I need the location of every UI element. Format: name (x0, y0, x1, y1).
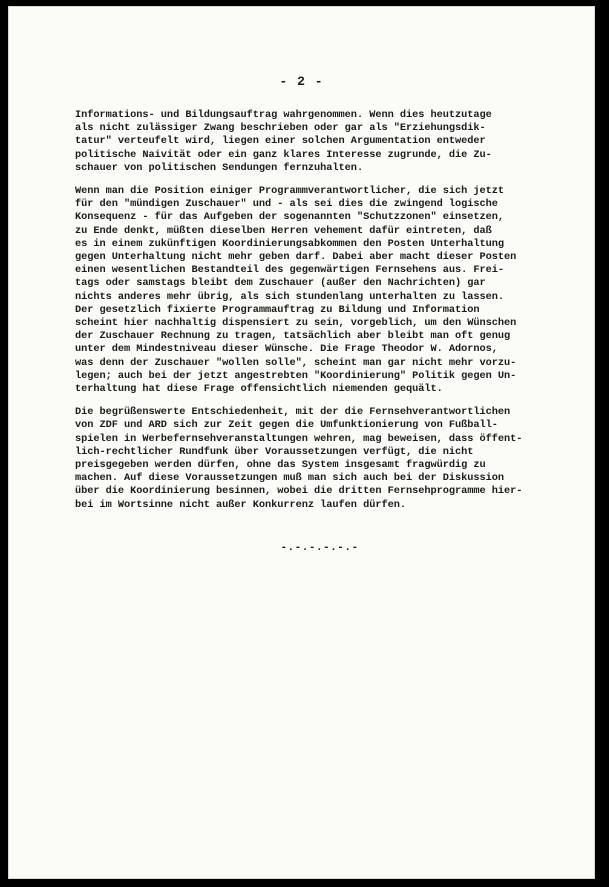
text-line: einen wesentlichen Bestandteil des gegenwärtigen Fernsehens aus. Frei- (75, 264, 505, 277)
document-page (8, 6, 595, 879)
text-line: zu Ende denkt, müßten dieselben Herren vehement dafür eintreten, daß (75, 224, 492, 237)
text-line: gegen Unterhaltung nicht mehr geben darf. Dabei aber macht dieser Posten (75, 251, 517, 264)
body-text (75, 109, 575, 522)
text-line: tatur" verteufelt wird, liegen einer solchen Argumentation entweder (75, 135, 486, 148)
text-line: für den "mündigen Zuschauer" und - als sei dies die zwingend logische (75, 198, 498, 211)
text-line: scheint hier nachhaltig dispensiert zu sein, vorgeblich, um den Wünschen (75, 317, 517, 330)
text-line: Wenn man die Position einiger Programmverantwortlicher, die sich jetzt (75, 185, 505, 198)
text-line: was denn der Zuschauer "wollen solle", scheint man gar nicht mehr vorzu- (75, 356, 517, 369)
text-line: Der gesetzlich fixierte Programmauftrag zu Bildung und Information (75, 303, 480, 316)
text-line: über die Koordinierung besinnen, wobei die dritten Fernsehprogramme hier- (75, 485, 523, 498)
text-line: es in einem zukünftigen Koordinierungsabkommen den Posten Unterhaltung (75, 237, 505, 250)
text-line: nichts anderes mehr übrig, als sich stundenlang unterhalten zu lassen. (75, 290, 505, 303)
text-line: legen; auch bei der jetzt angestrebten "Koordinierung" Politik gegen Un- (75, 369, 517, 382)
paragraph-3 (75, 406, 575, 512)
text-line: schauer von politischen Sendungen fernzuhalten. (75, 161, 364, 174)
paragraph-1 (75, 109, 575, 175)
text-line: der Zuschauer Rechnung zu tragen, tatsächlich aber bleibt man oft genug (75, 330, 511, 343)
text-line: unter dem Mindestniveau dieser Wünsche. Die Frage Theodor W. Adornos, (75, 343, 498, 356)
page-number: - 2 - (279, 74, 324, 89)
text-line: bei im Wortsinne nicht außer Konkurrenz laufen dürfen. (75, 498, 406, 511)
text-line: Informations- und Bildungsauftrag wahrgenommen. Wenn dies heutzutage (75, 109, 492, 121)
text-line: tags oder samstags bleibt dem Zuschauer (außer den Nachrichten) gar (75, 277, 486, 290)
text-line: von ZDF und ARD sich zur Zeit gegen die Umfunktionierung von Fußball- (75, 419, 498, 432)
text-line: Konsequenz - für das Aufgeben der sogenannten "Schutzzonen" einsetzen, (75, 211, 505, 224)
text-line: als nicht zulässiger Zwang beschrieben oder gar als "Erziehungsdik- (75, 122, 486, 135)
text-line: lich-rechtlicher Rundfunk über Voraussetzungen verfügt, die nicht (75, 445, 474, 458)
text-line: preisgegeben werden dürfen, ohne das System insgesamt fragwürdig zu (75, 459, 486, 472)
text-line: spielen in Werbefernsehveranstaltungen wehren, mag beweisen, dass öffent- (75, 432, 523, 445)
text-line: machen. Auf diese Voraussetzungen muß man sich auch bei der Diskussion (75, 472, 505, 485)
text-line: Die begrüßenswerte Entschiedenheit, mit der die Fernsehverantwortlichen (75, 406, 511, 419)
text-line: terhaltung hat diese Frage offensichtlich niemenden gequält. (75, 383, 443, 396)
end-mark: -.-.-.-.-.- (280, 542, 359, 554)
paragraph-2 (75, 185, 575, 396)
text-line: politische Naivität oder ein ganz klares Interesse zugrunde, die Zu- (75, 148, 492, 161)
